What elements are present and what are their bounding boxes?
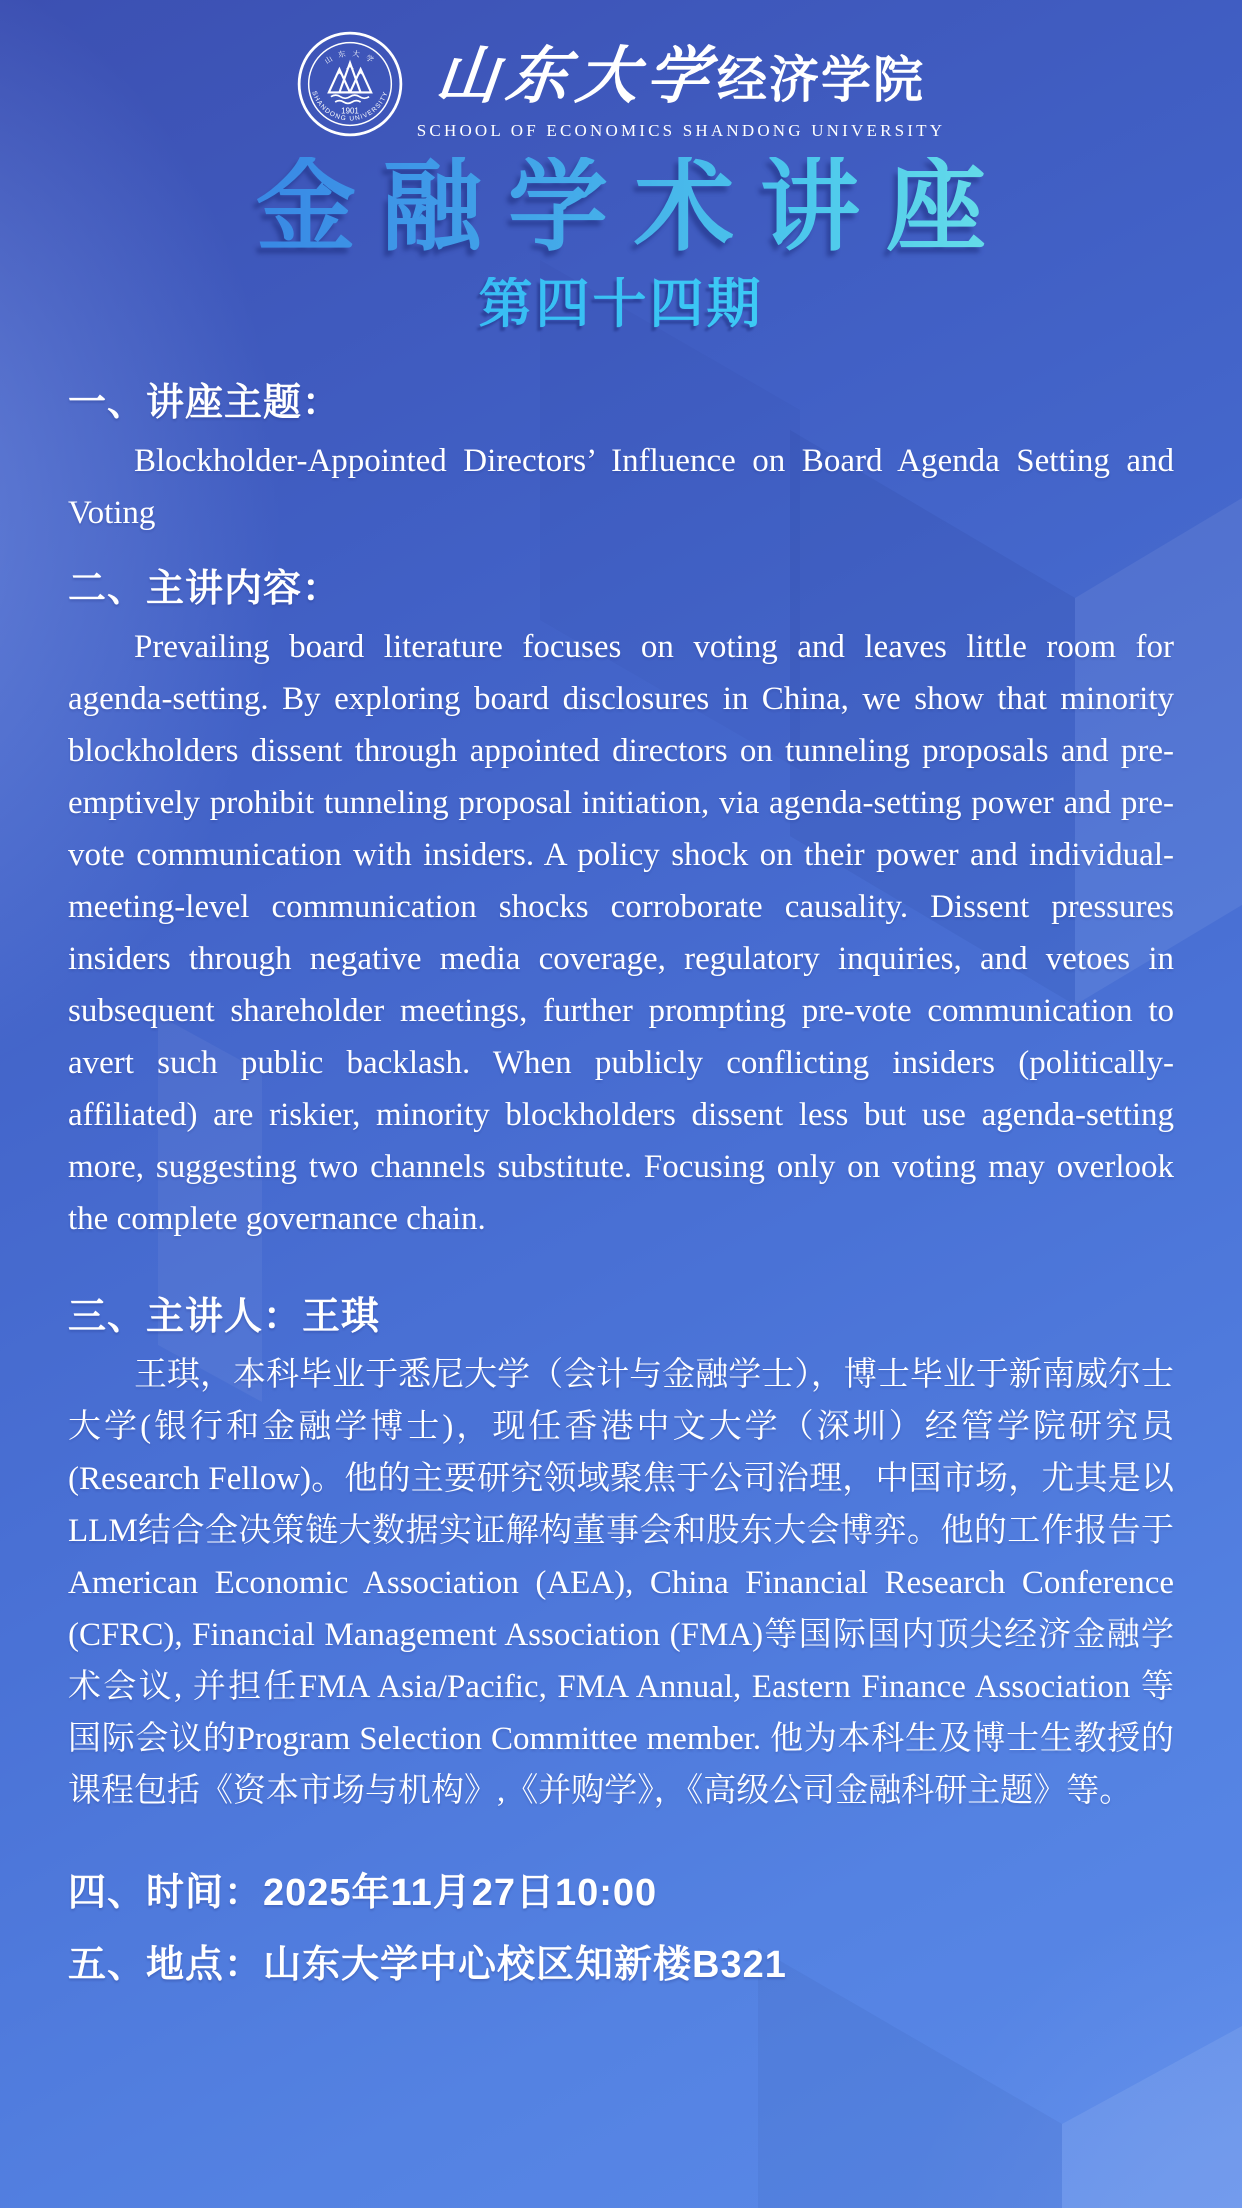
seal-ring-text: SHANDONG UNIVERSITY xyxy=(310,89,390,123)
logo-chinese-name xyxy=(432,26,925,115)
section-topic-body: Blockholder-Appointed Directors’ Influence on Board Agenda Setting and Voting xyxy=(68,443,1174,531)
university-logo xyxy=(0,26,1242,141)
section-location-heading: 五、地点：山东大学中心校区知新楼B321 xyxy=(68,1944,787,1986)
section-topic xyxy=(68,381,1174,539)
logo-wordmark xyxy=(417,26,945,141)
seal-top-script: 山 东 大 学 xyxy=(322,48,377,66)
university-seal-icon xyxy=(297,31,403,137)
issue-number: 第四十四期 xyxy=(0,277,1242,331)
school-name: 经济学院 xyxy=(717,52,925,108)
section-speaker-bio: 王琪，本科毕业于悉尼大学（会计与金融学士），博士毕业于新南威尔士大学(银行和金融学博士)，现任香港中文大学（深圳）经管学院研究员 (Research Fellow)。他的主要研究领域聚焦于公司治理，中国市场，尤其是以LLM结合全决策链大数据实证解构董事会和股东大会博弈。他的工作报告于American Economic Association (AEA), China Financial Research Conference (CFRC), Financial Management Association (FMA)等国际国内顶尖经济金融学术会议, 并担任FMA Asia/Pacific, FMA Annual, Eastern Finance Association 等国际会议的Program Selection Committee member. 他为本科生及博士生教授的课程包括《资本市场与机构》,《并购学》，《高级公司金融科研主题》等。 xyxy=(68,1357,1174,1809)
poster-title: 金融学术讲座 xyxy=(0,157,1242,257)
section-abstract-body: Prevailing board literature focuses on voting and leaves little room for agenda-setting. By exploring board disclosures in China, we show that minority blockholders dissent through appointed directors on tunneling proposals and pre-emptively prohibit tunneling proposal initiation, via agenda-setting power and pre-vote communication with insiders. A policy shock on their power and individual-meeting-level communication shocks corroborate causality. Dissent pressures insiders through negative media coverage, regulatory inquiries, and vetoes in subsequent shareholder meetings, further prompting pre-vote communication to avert such public backlash. When publicly conflicting insiders (politically-affiliated) are riskier, minority blockholders dissent less but use agenda-setting more, suggesting two channels substitute. Focusing only on voting may overlook the complete governance chain. xyxy=(68,629,1174,1237)
logo-english-name: SCHOOL OF ECONOMICS SHANDONG UNIVERSITY xyxy=(416,121,946,140)
poster-header xyxy=(0,0,1242,334)
section-topic-heading: 一、讲座主题： xyxy=(68,382,342,424)
section-speaker xyxy=(68,1295,1174,1817)
university-name-calligraphy: 山东大学 xyxy=(432,43,720,111)
seal-year: 1901 xyxy=(340,106,359,116)
section-location xyxy=(68,1943,1174,1987)
section-abstract xyxy=(68,567,1174,1245)
section-time-heading: 四、时间：2025年11月27日10:00 xyxy=(68,1872,658,1914)
poster-content xyxy=(0,381,1242,1987)
section-speaker-heading: 三、主讲人：王琪 xyxy=(68,1296,381,1338)
section-abstract-heading: 二、主讲内容： xyxy=(68,568,342,610)
section-time xyxy=(68,1871,1174,1915)
